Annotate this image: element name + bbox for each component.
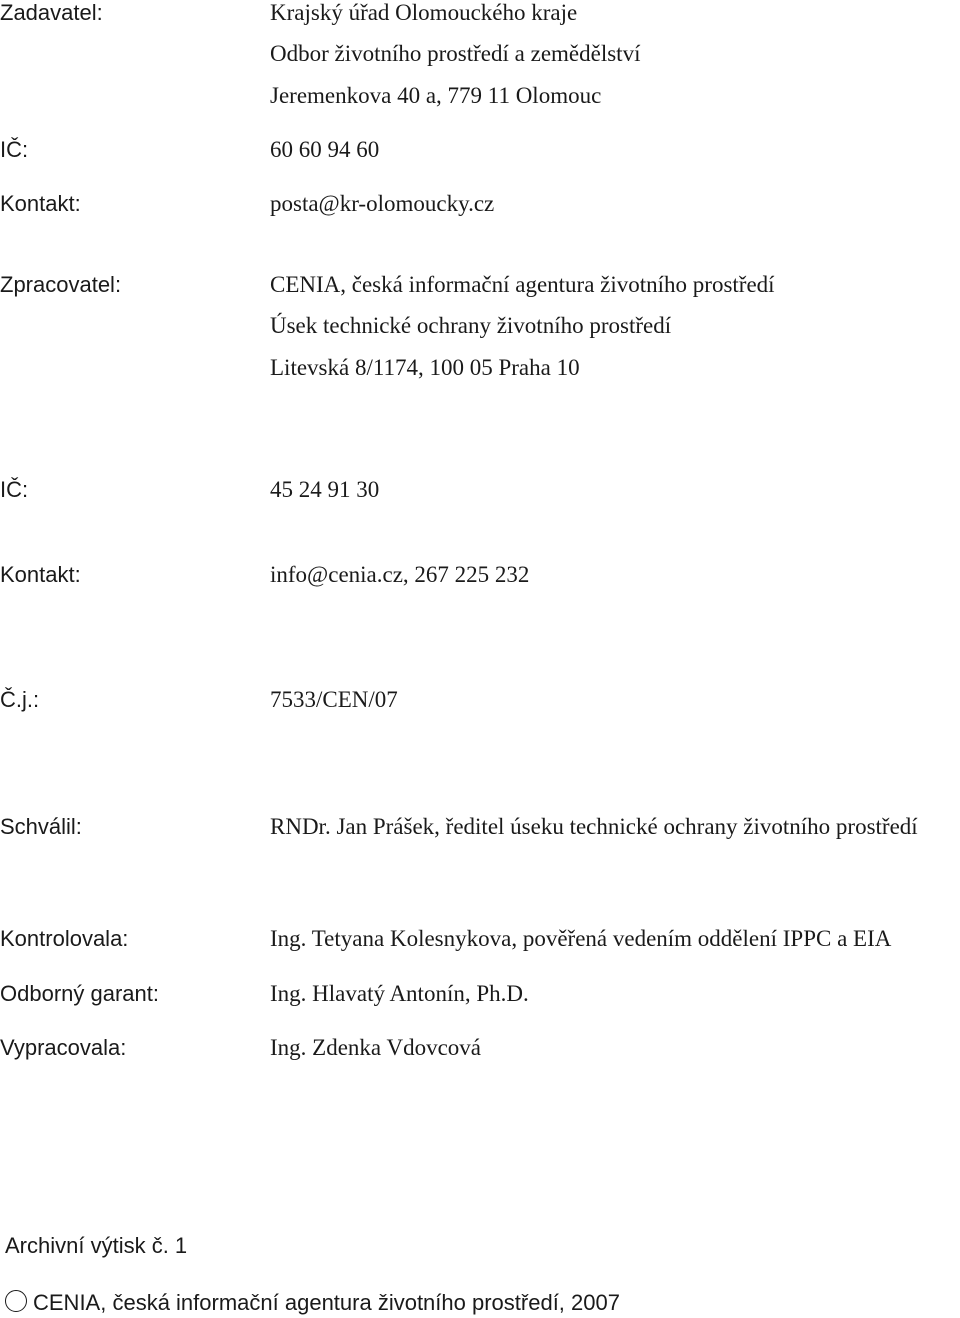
cj-value: 7533/CEN/07 [270,687,398,712]
schvalil-label: Schválil: [0,814,82,839]
zpracovatel-contact-label: Kontakt: [0,562,81,587]
zadavatel-contact-value: posta@kr-olomoucky.cz [270,191,495,216]
zpracovatel-ic-value: 45 24 91 30 [270,477,380,502]
copyright-line [5,1290,620,1316]
copyright-icon [5,1290,27,1312]
schvalil-value: RNDr. Jan Prášek, ředitel úseku technické ochrany životního prostředí [270,814,918,839]
copyright-text: CENIA, česká informační agentura životního prostředí, 2007 [33,1290,620,1315]
zadavatel-label: Zadavatel: [0,0,103,25]
cj-label: Č.j.: [0,687,40,712]
zadavatel-contact-label: Kontakt: [0,191,81,216]
garant-label: Odborný garant: [0,981,159,1006]
zadavatel-line-2: Odbor životního prostředí a zemědělství [270,41,641,66]
zadavatel-ic-label: IČ: [0,137,29,162]
zpracovatel-line-3: Litevská 8/1174, 100 05 Praha 10 [270,355,580,380]
vypracovala-label: Vypracovala: [0,1035,127,1060]
zadavatel-line-3: Jeremenkova 40 a, 779 11 Olomouc [270,83,602,108]
zadavatel-ic-value: 60 60 94 60 [270,137,380,162]
zpracovatel-contact-value: info@cenia.cz, 267 225 232 [270,562,530,587]
zpracovatel-ic-label: IČ: [0,477,29,502]
kontrolovala-label: Kontrolovala: [0,926,129,951]
zpracovatel-line-2: Úsek technické ochrany životního prostředí [270,313,672,338]
zpracovatel-label: Zpracovatel: [0,272,122,297]
garant-value: Ing. Hlavatý Antonín, Ph.D. [270,981,529,1006]
zpracovatel-line-1: CENIA, česká informační agentura životního prostředí [270,272,775,297]
kontrolovala-value: Ing. Tetyana Kolesnykova, pověřená vedením oddělení IPPC a EIA [270,926,892,951]
zadavatel-line-1: Krajský úřad Olomouckého kraje [270,0,578,25]
archive-copy-number: Archivní výtisk č. 1 [5,1233,188,1258]
vypracovala-value: Ing. Zdenka Vdovcová [270,1035,481,1060]
